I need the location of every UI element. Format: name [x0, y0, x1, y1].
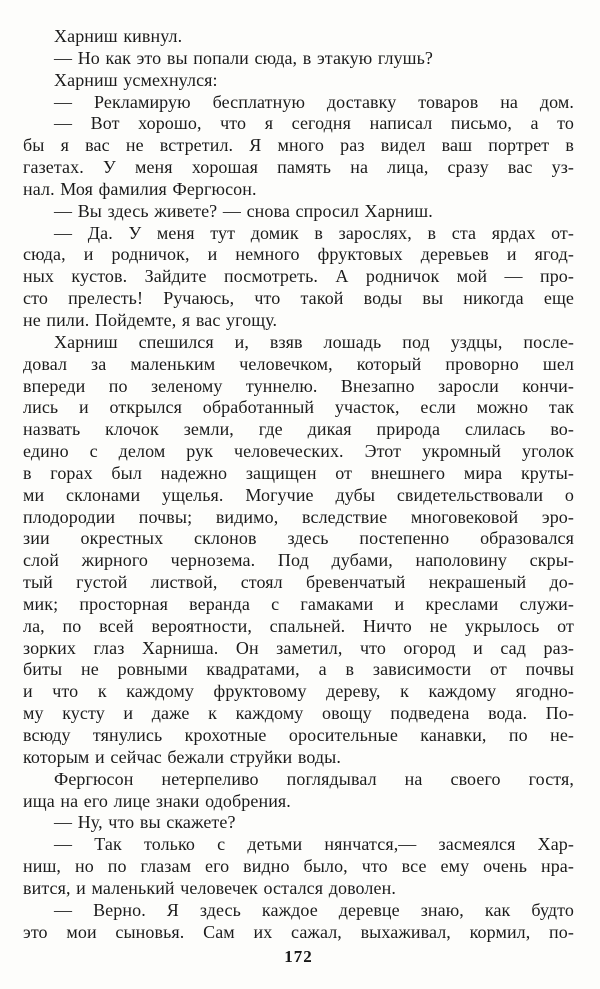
- text-line: лись и открылся обработанный участок, если можно так: [23, 397, 574, 418]
- text-line: всюду тянулись крохотные оросительные канавки, по не-: [23, 725, 574, 745]
- page-text: [23, 26, 574, 943]
- text-line: едино с делом рук человеческих. Этот укромный уголок: [23, 441, 574, 462]
- text-line: ниш, но по глазам его видно было, что все ему очень нра-: [23, 856, 574, 877]
- text-line: плодородии почвы; видимо, вследствие многовековой эро-: [23, 506, 574, 527]
- text-line: бы я вас не встретил. Я много раз видел ваш портрет в: [23, 135, 574, 156]
- text-line: зии окрестных склонов здесь постепенно образовался: [23, 528, 574, 549]
- text-line: — Да. У меня тут домик в зарослях, в ста ярдах от-: [54, 222, 574, 243]
- text-line: впереди по зеленому туннелю. Внезапно заросли кончи-: [23, 375, 574, 396]
- text-line: сюда, и родничок, и немного фруктовых деревьев и ягод-: [23, 244, 574, 265]
- text-line: не пили. Пойдемте, я вас угощу.: [23, 309, 278, 330]
- text-line: — Верно. Я здесь каждое деревце знаю, как будто: [54, 899, 574, 920]
- text-line: ла, по всей вероятности, спальней. Ничто не укрылось от: [23, 615, 574, 636]
- text-line: Фергюсон нетерпеливо поглядывал на своего гостя,: [54, 768, 574, 789]
- text-line: Харниш кивнул.: [54, 26, 183, 46]
- text-line: — Вы здесь живете? — снова спросил Харниш.: [54, 200, 433, 221]
- text-line: — Рекламирую бесплатную доставку товаров на дом.: [54, 91, 574, 112]
- text-line: — Ну, что вы скажете?: [54, 812, 236, 833]
- text-line: которым и сейчас бежали струйки воды.: [23, 746, 341, 767]
- text-line: и что к каждому фруктовому дереву, к каждому ягодно-: [23, 681, 574, 702]
- text-line: Харниш усмехнулся:: [54, 69, 218, 90]
- text-line: в горах был надежно защищен от внешнего мира круты-: [23, 462, 574, 483]
- text-line: мик; просторная веранда с гамаками и креслами служи-: [23, 593, 574, 614]
- text-line: ми склонами ущелья. Могучие дубы свидетельствовали о: [23, 484, 574, 505]
- text-line: вится, и маленький человечек остался доволен.: [23, 877, 396, 898]
- text-line: довал за маленьким человечком, который проворно шел: [23, 353, 574, 374]
- text-line: биты не ровными квадратами, а в зависимости от почвы: [23, 659, 574, 680]
- text-line: тый густой листвой, стоял бревенчатый некрашеный до-: [23, 572, 574, 593]
- page-number: 172: [284, 947, 313, 967]
- text-line: — Так только с детьми нянчатся,— засмеялся Хар-: [54, 834, 574, 855]
- text-line: сто прелесть! Ручаюсь, что такой воды вы никогда еще: [23, 288, 574, 309]
- text-line: му кусту и даже к каждому овощу подведена вода. По-: [23, 703, 574, 724]
- text-line: Харниш спешился и, взяв лошадь под уздцы, после-: [54, 331, 574, 352]
- text-line: нал. Моя фамилия Фергюсон.: [23, 178, 257, 199]
- text-line: это мои сыновья. Сам их сажал, выхаживал, кормил, по-: [23, 921, 574, 942]
- text-line: — Вот хорошо, что я сегодня написал письмо, а то: [54, 113, 574, 134]
- text-line: — Но как это вы попали сюда, в этакую глушь?: [54, 47, 433, 68]
- text-line: ища на его лице знаки одобрения.: [23, 790, 291, 811]
- text-line: назвать клочок земли, где дикая природа слилась во-: [23, 419, 574, 440]
- text-line: слой жирного чернозема. Под дубами, наполовину скры-: [23, 550, 574, 571]
- text-line: газетах. У меня хорошая память на лица, сразу вас уз-: [23, 157, 574, 178]
- text-line: ных кустов. Зайдите посмотреть. А родничок мой — про-: [23, 266, 574, 287]
- text-line: зорких глаз Харниша. Он заметил, что огород и сад раз-: [23, 637, 574, 658]
